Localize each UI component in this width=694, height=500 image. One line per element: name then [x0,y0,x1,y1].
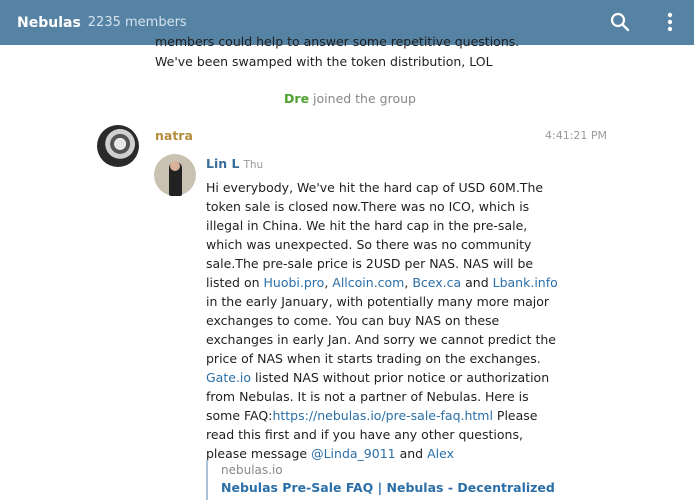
member-count[interactable]: 2235 members [87,15,187,30]
link-gate[interactable]: Gate.io [206,370,252,385]
link-huobi[interactable]: Huobi.pro [263,275,325,290]
mention-alex[interactable]: Alex [427,446,454,461]
previous-message-line: We've been swamped with the token distribution, LOL [155,54,493,69]
chat-title[interactable]: Nebulas [17,14,81,31]
message-line [206,406,542,425]
message-line: read this first and if you have any other questions, [206,427,523,442]
text-segment: and [461,275,493,290]
forwarded-avatar[interactable] [154,154,196,196]
link-bcex[interactable]: Bcex.ca [412,275,462,290]
text-segment: please message [206,446,312,461]
preview-title[interactable]: Nebulas Pre-Sale FAQ | Nebulas - Decentralized [221,480,555,495]
forwarded-date: Thu [243,159,264,171]
message-line: exchanges to come. You can buy NAS on these [206,313,500,328]
link-lbank[interactable]: Lbank.info [492,275,558,290]
message-line: from Nebulas. It is not a partner of Nebulas. Here is [206,389,529,404]
service-message [0,91,694,106]
message-line: in the early January, with potentially many more major [206,294,550,309]
message-line: sale.The pre-sale price is 2USD per NAS. NAS will be [206,256,534,271]
joined-user-name[interactable]: Dre [284,91,310,106]
previous-message-line: members could help to answer some repetitive questions. [155,34,520,49]
preview-site: nebulas.io [221,463,283,477]
text-segment: , [324,275,333,290]
sender-name[interactable]: natra [155,128,193,143]
avatar-head [170,161,180,171]
message-list[interactable] [0,34,694,497]
forwarded-header [206,156,263,171]
joined-text: joined the group [313,91,416,106]
text-segment: Please [492,408,538,423]
text-segment: , [404,275,413,290]
message-line: token sale is closed now.There was no ICO, which is [206,199,530,214]
search-icon[interactable] [608,10,632,34]
message-line [206,273,558,292]
message-line: price of NAS when it starts trading on the exchanges. [206,351,541,366]
text-segment: listed NAS without prior notice or authorization [251,370,550,385]
message-line: exchanges in early Jan. And sorry we cannot predict the [206,332,556,347]
message-line: which was unexpected. So there was no community [206,237,532,252]
link-preview[interactable] [206,460,555,500]
message-line: Hi everybody, We've hit the hard cap of USD 60M.The [206,180,544,195]
link-faq[interactable]: https://nebulas.io/pre-sale-faq.html [272,408,493,423]
message-line [206,368,550,387]
text-segment: listed on [206,275,264,290]
message-line: illegal in China. We hit the hard cap in the pre-sale, [206,218,528,233]
forwarded-from-name[interactable]: Lin L [206,156,240,171]
mention-linda[interactable]: @Linda_9011 [311,446,396,461]
link-allcoin[interactable]: Allcoin.com [332,275,405,290]
more-vertical-icon[interactable] [660,10,680,34]
message-time: 4:41:21 PM [545,129,608,142]
avatar[interactable] [97,125,139,167]
message-text [206,178,558,463]
text-segment: some FAQ: [206,408,273,423]
text-segment: and [395,446,428,461]
